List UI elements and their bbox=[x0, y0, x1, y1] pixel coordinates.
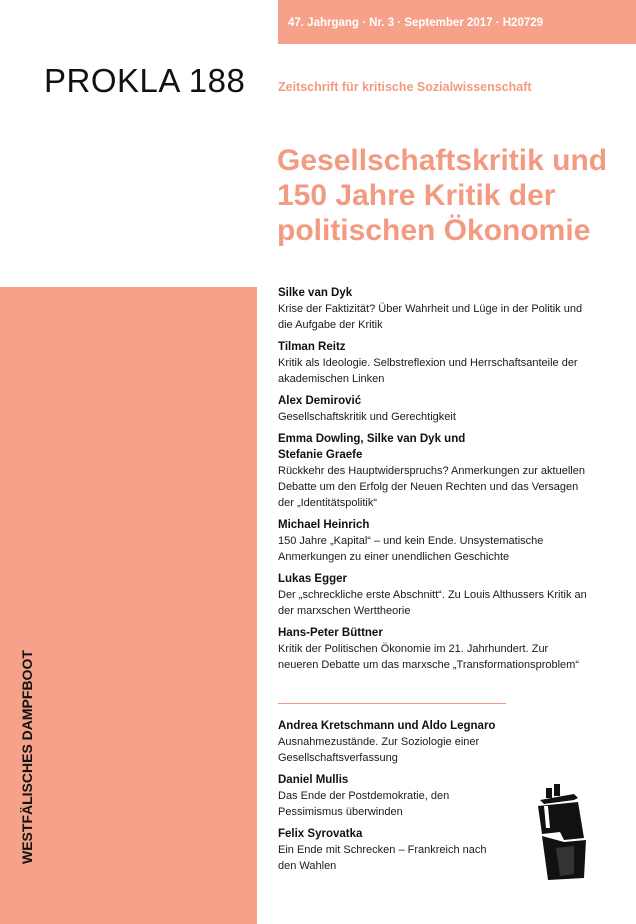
journal-title: PROKLA 188 bbox=[44, 62, 246, 99]
issue-topic-line: Gesellschaftskritik und bbox=[277, 144, 608, 177]
entry-title bbox=[278, 734, 528, 766]
entry-title bbox=[278, 788, 528, 820]
entry-title-line: Krise der Faktizität? Über Wahrheit und Lüge in der Politik und bbox=[278, 303, 583, 315]
entry-author-line: Tilman Reitz bbox=[278, 341, 346, 353]
entry-author bbox=[278, 285, 618, 301]
entry-author bbox=[278, 431, 618, 463]
journal-subtitle: Zeitschrift für kritische Sozialwissenschaft bbox=[278, 80, 532, 94]
issue-topic-line: politischen Ökonomie bbox=[277, 214, 591, 247]
entry-title-line: Anmerkungen zu einer unendlichen Geschichte bbox=[278, 551, 510, 563]
contents-entry bbox=[278, 826, 528, 874]
entry-title bbox=[278, 587, 618, 619]
entry-title-line: der „Identitätspolitik“ bbox=[278, 497, 378, 509]
entry-author-line: Silke van Dyk bbox=[278, 287, 353, 299]
entry-title-line: akademischen Linken bbox=[278, 373, 385, 385]
issue-info: 47. Jahrgang · Nr. 3 · September 2017 · H20729 bbox=[288, 17, 544, 29]
contents-entry bbox=[278, 339, 618, 387]
table-of-contents-secondary bbox=[278, 718, 528, 880]
entry-author bbox=[278, 571, 618, 587]
publisher-name: WESTFÄLISCHES DAMPFBOOT bbox=[19, 650, 35, 864]
entry-title-line: der marxschen Werttheorie bbox=[278, 605, 411, 617]
entry-title-line: Gesellschaftskritik und Gerechtigkeit bbox=[278, 411, 456, 423]
contents-entry bbox=[278, 718, 528, 766]
entry-author bbox=[278, 772, 528, 788]
entry-author-line: Daniel Mullis bbox=[278, 774, 349, 786]
entry-author bbox=[278, 393, 618, 409]
entry-title-line: Der „schreckliche erste Abschnitt“. Zu Louis Althussers Kritik an bbox=[278, 589, 587, 601]
entry-author-line: Alex Demirović bbox=[278, 395, 362, 407]
entry-author bbox=[278, 826, 528, 842]
contents-entry bbox=[278, 571, 618, 619]
entry-title bbox=[278, 842, 528, 874]
entry-title bbox=[278, 355, 618, 387]
entry-title-line: Das Ende der Postdemokratie, den bbox=[278, 790, 450, 802]
contents-entry bbox=[278, 285, 618, 333]
steamboat-logo-icon bbox=[534, 778, 590, 882]
entry-author-line: Michael Heinrich bbox=[278, 519, 370, 531]
entry-title-line: Kritik der Politischen Ökonomie im 21. Jahrhundert. Zur bbox=[278, 643, 549, 655]
entry-title-line: die Aufgabe der Kritik bbox=[278, 319, 383, 331]
contents-entry bbox=[278, 625, 618, 673]
entry-author-line: Lukas Egger bbox=[278, 573, 348, 585]
entry-title bbox=[278, 301, 618, 333]
issue-topic-line: 150 Jahre Kritik der bbox=[277, 179, 556, 212]
entry-title-line: Ein Ende mit Schrecken – Frankreich nach bbox=[278, 844, 487, 856]
contents-entry bbox=[278, 772, 528, 820]
entry-title-line: Ausnahmezustände. Zur Soziologie einer bbox=[278, 736, 480, 748]
entry-author bbox=[278, 517, 618, 533]
entry-author bbox=[278, 339, 618, 355]
entry-author bbox=[278, 625, 618, 641]
entry-title-line: den Wahlen bbox=[278, 860, 337, 872]
entry-title bbox=[278, 641, 618, 673]
entry-title-line: 150 Jahre „Kapital“ – und kein Ende. Unsystematische bbox=[278, 535, 544, 547]
entry-title bbox=[278, 463, 618, 511]
table-of-contents bbox=[278, 285, 618, 679]
entry-author-line: Felix Syrovatka bbox=[278, 828, 363, 840]
entry-author-line: Hans-Peter Büttner bbox=[278, 627, 383, 639]
contents-entry bbox=[278, 393, 618, 425]
entry-title-line: Kritik als Ideologie. Selbstreflexion und Herrschaftsanteile der bbox=[278, 357, 578, 369]
contents-entry bbox=[278, 517, 618, 565]
entry-author bbox=[278, 718, 528, 734]
issue-topic bbox=[277, 143, 617, 248]
entry-title-line: Gesellschaftsverfassung bbox=[278, 752, 398, 764]
entry-author-line: Emma Dowling, Silke van Dyk und bbox=[278, 433, 466, 445]
entry-title-line: Pessimismus überwinden bbox=[278, 806, 403, 818]
entry-title bbox=[278, 533, 618, 565]
contents-entry bbox=[278, 431, 618, 511]
entry-title bbox=[278, 409, 618, 425]
publisher-band bbox=[0, 287, 257, 924]
entry-title-line: neueren Debatte um das marxsche „Transformationsproblem“ bbox=[278, 659, 580, 671]
entry-title-line: Rückkehr des Hauptwiderspruchs? Anmerkungen zur aktuellen bbox=[278, 465, 585, 477]
section-divider bbox=[278, 703, 506, 704]
entry-title-line: Debatte um den Erfolg der Neuen Rechten und das Versagen bbox=[278, 481, 579, 493]
entry-author-line: Andrea Kretschmann und Aldo Legnaro bbox=[278, 720, 496, 732]
entry-author-line: Stefanie Graefe bbox=[278, 449, 363, 461]
